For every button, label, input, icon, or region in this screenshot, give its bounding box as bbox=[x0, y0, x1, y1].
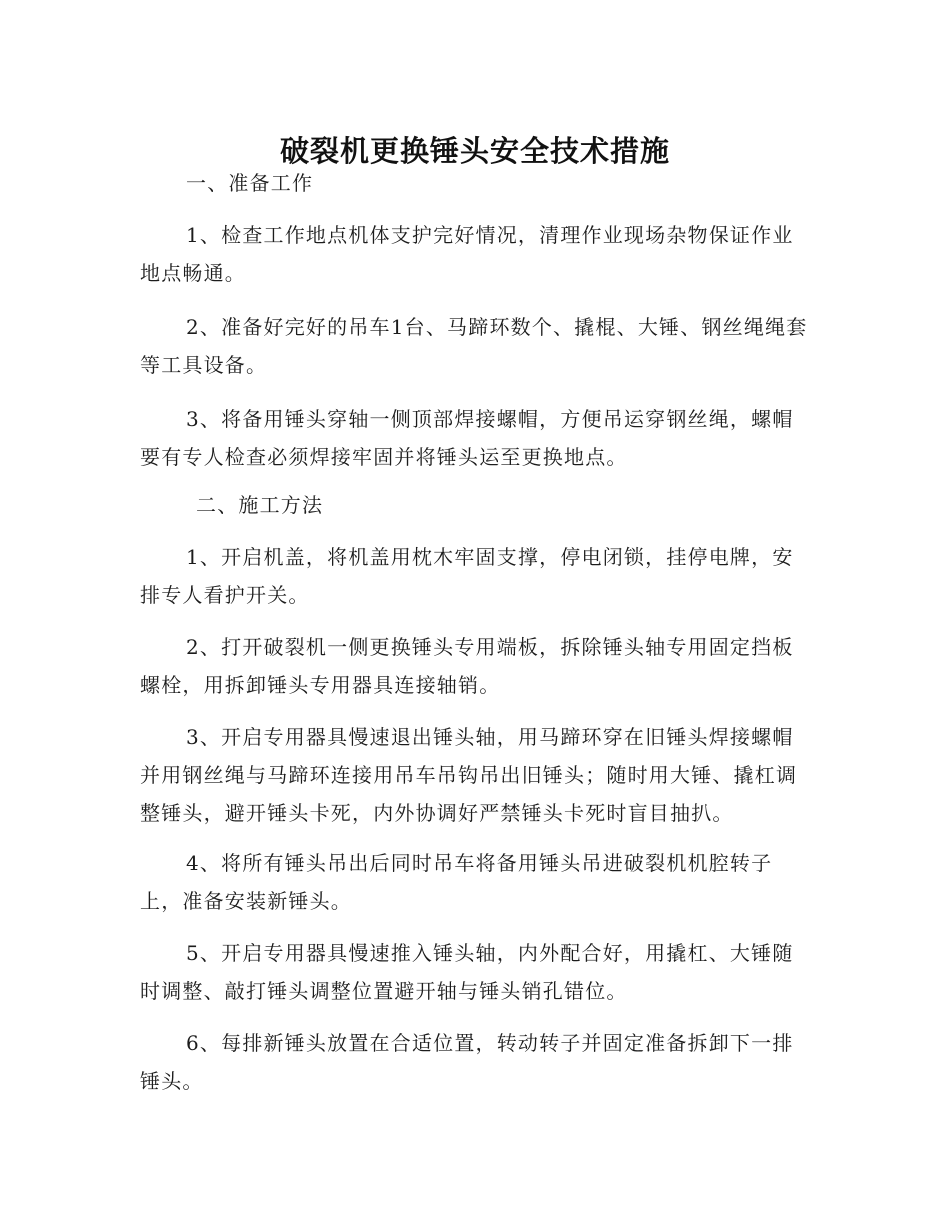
paragraph-method-2: 2、打开破裂机一侧更换锤头专用端板，拆除锤头轴专用固定挡板螺栓，用拆卸锤头专用器具连接轴销。 bbox=[140, 635, 794, 697]
section-heading-preparation: 一、准备工作 bbox=[186, 171, 314, 195]
section-heading-method: 二、施工方法 bbox=[196, 493, 324, 517]
paragraph-prep-1: 1、检查工作地点机体支护完好情况，清理作业现场杂物保证作业地点畅通。 bbox=[140, 223, 794, 285]
paragraph-method-4: 4、将所有锤头吊出后同时吊车将备用锤头吊进破裂机机腔转子上，准备安装新锤头。 bbox=[140, 851, 773, 913]
paragraph-method-1: 1、开启机盖，将机盖用枕木牢固支撑，停电闭锁，挂停电牌，安排专人看护开关。 bbox=[140, 545, 794, 607]
paragraph-method-6: 6、每排新锤头放置在合适位置，转动转子并固定准备拆卸下一排锤头。 bbox=[140, 1031, 794, 1093]
paragraph-prep-3: 3、将备用锤头穿轴一侧顶部焊接螺帽，方便吊运穿钢丝绳，螺帽要有专人检查必须焊接牢固并将锤头运至更换地点。 bbox=[140, 407, 794, 469]
page-title: 破裂机更换锤头安全技术措施 bbox=[279, 134, 670, 169]
paragraph-method-3: 3、开启专用器具慢速退出锤头轴，用马蹄环穿在旧锤头焊接螺帽并用钢丝绳与马蹄环连接用吊车吊钩吊出旧锤头；随时用大锤、撬杠调整锤头，避开锤头卡死，内外协调好严禁锤头卡死时盲目抽扒。 bbox=[140, 725, 798, 825]
paragraph-method-5: 5、开启专用器具慢速推入锤头轴，内外配合好，用撬杠、大锤随时调整、敲打锤头调整位置避开轴与锤头销孔错位。 bbox=[140, 941, 794, 1003]
paragraph-prep-2: 2、准备好完好的吊车1台、马蹄环数个、撬棍、大锤、钢丝绳绳套等工具设备。 bbox=[140, 315, 808, 377]
